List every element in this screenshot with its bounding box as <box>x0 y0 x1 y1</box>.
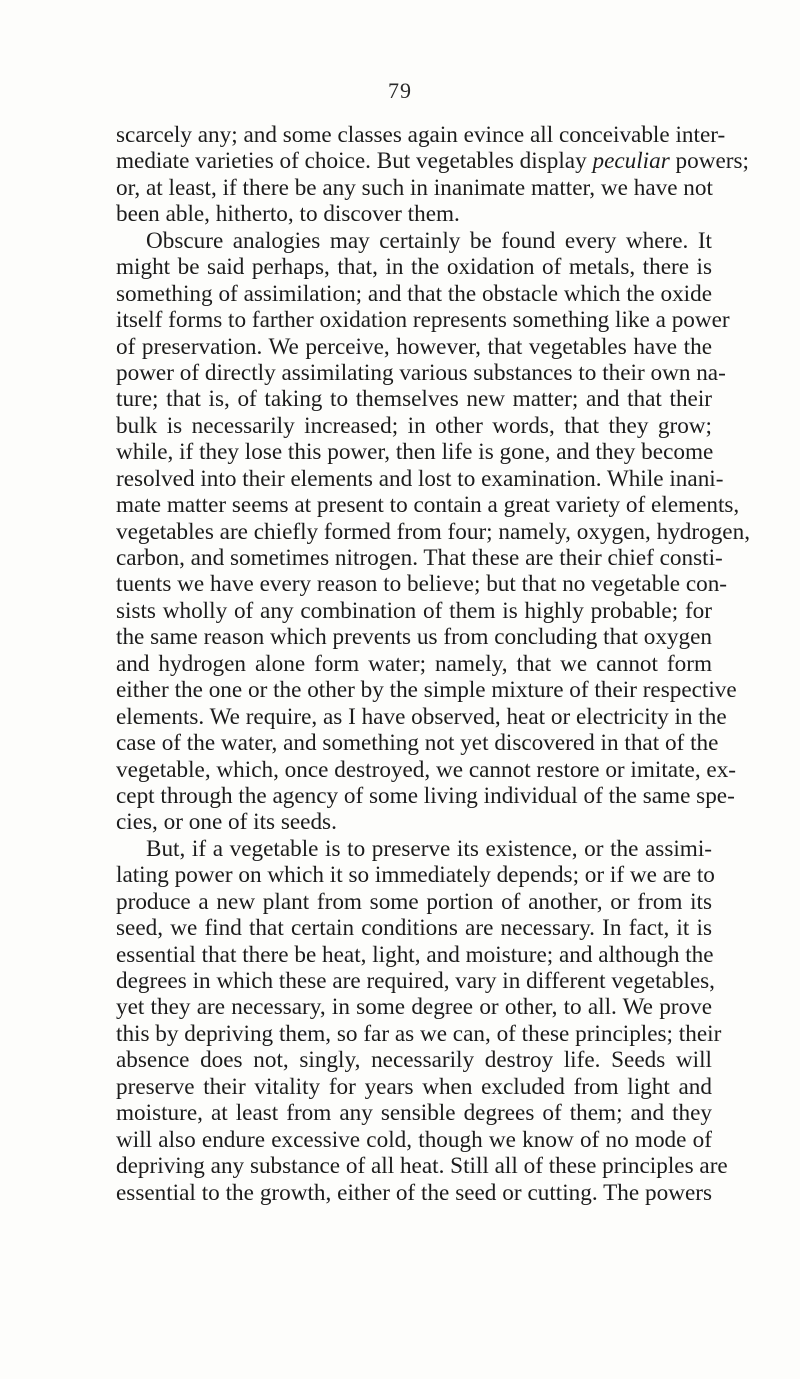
text-line: resolved into their elements and lost to examination. While inani- <box>116 465 724 492</box>
text-line: yet they are necessary, in some degree or other, to all. We prove <box>116 994 712 1021</box>
text-line: degrees in which these are required, vary in different vegetables, <box>116 968 715 994</box>
text-line: this by depriving them, so far as we can, of these principles; their <box>116 1020 722 1047</box>
text-line: cies, or one of its seeds. <box>116 809 337 836</box>
text-line: something of assimilation; and that the obstacle which the oxide <box>116 280 712 307</box>
text-line: lating power on which it so immediately depends; or if we are to <box>116 862 715 889</box>
text-line: essential that there be heat, light, and moisture; and although the <box>116 941 714 968</box>
text-line: and hydrogen alone form water; namely, that we cannot form <box>116 650 712 677</box>
emphasized-word: peculiar <box>592 148 670 175</box>
text-line: Obscure analogies may certainly be found every where. It <box>146 227 712 254</box>
text-line: carbon, and sometimes nitrogen. That these are their chief consti- <box>116 545 723 571</box>
text-line: vegetable, which, once destroyed, we cannot restore or imitate, ex- <box>116 756 737 783</box>
text-line: vegetables are chiefly formed from four; namely, oxygen, hydrogen, <box>116 518 750 545</box>
text-line: elements. We require, as I have observed, heat or electricity in the <box>116 703 727 730</box>
text-line: mediate varieties of choice. But vegetables display peculiar powers; <box>116 148 749 175</box>
text-line: cept through the agency of some living individual of the same spe- <box>116 782 735 809</box>
paragraph-1 <box>116 122 749 228</box>
text-line: scarcely any; and some classes again evince all conceivable inter- <box>116 122 726 148</box>
text-line: or, at least, if there be any such in inanimate matter, we have not <box>116 174 713 201</box>
paragraph-2 <box>116 227 750 836</box>
text-line: essential to the growth, either of the seed or cutting. The powers <box>116 1179 712 1206</box>
body-text <box>116 122 750 1206</box>
text-line: sists wholly of any combination of them is highly probable; for <box>116 597 712 624</box>
text-line: power of directly assimilating various substances to their own na- <box>116 359 726 386</box>
text-line: mate matter seems at present to contain a great variety of elements, <box>116 492 740 519</box>
text-line: moisture, at least from any sensible degrees of them; and they <box>116 1100 712 1127</box>
text-line: itself forms to farther oxidation represents something like a power <box>116 307 730 334</box>
text-line: while, if they lose this power, then life is gone, and they become <box>116 439 714 466</box>
text-line: of preservation. We perceive, however, that vegetables have the <box>116 333 712 360</box>
text-line: ture; that is, of taking to themselves new matter; and that their <box>116 386 712 413</box>
text-line: bulk is necessarily increased; in other words, that they grow; <box>116 412 712 439</box>
text-line: the same reason which prevents us from concluding that oxygen <box>116 624 712 651</box>
text-line: depriving any substance of all heat. Still all of these principles are <box>116 1153 728 1180</box>
text-line: been able, hitherto, to discover them. <box>116 201 460 228</box>
text-line: might be said perhaps, that, in the oxidation of metals, there is <box>116 254 712 281</box>
text-line: seed, we find that certain conditions are necessary. In fact, it is <box>116 915 712 942</box>
paragraph-3 <box>116 835 728 1206</box>
text-line: case of the water, and something not yet discovered in that of the <box>116 730 719 757</box>
text-line: will also endure excessive cold, though we know of no mode of <box>116 1126 712 1153</box>
text-line: absence does not, singly, necessarily destroy life. Seeds will <box>116 1047 712 1074</box>
text-line: tuents we have every reason to believe; but that no vegetable con- <box>116 571 728 598</box>
text-line: preserve their vitality for years when excluded from light and <box>116 1073 712 1100</box>
page-number: 79 <box>388 78 412 103</box>
text-line: either the one or the other by the simple mixture of their respective <box>116 677 737 704</box>
text-line: produce a new plant from some portion of another, or from its <box>116 888 712 915</box>
text-line: But, if a vegetable is to preserve its existence, or the assimi- <box>146 835 712 862</box>
